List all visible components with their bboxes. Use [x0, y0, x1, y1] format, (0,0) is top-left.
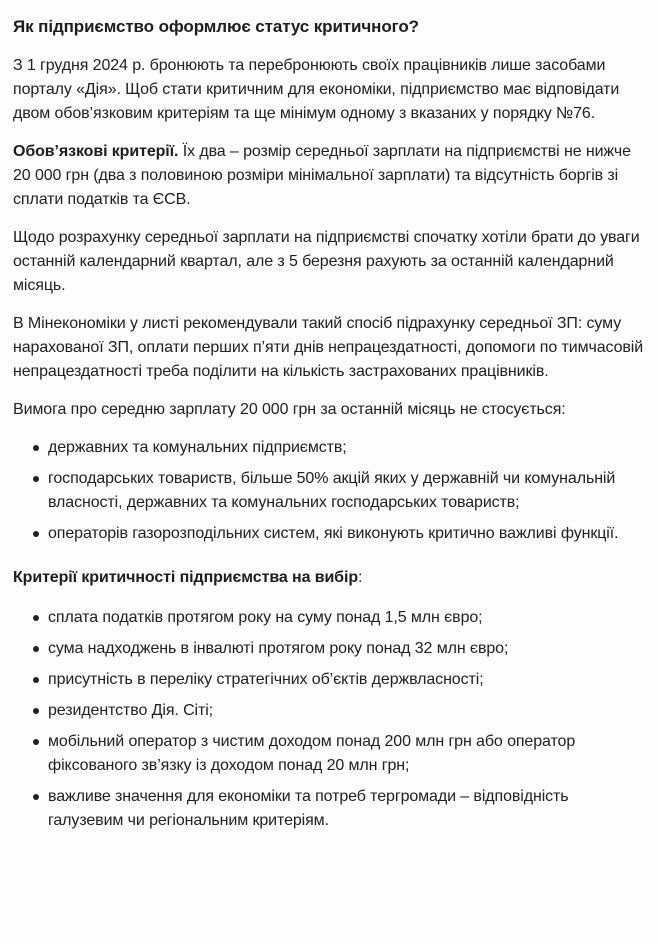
list-item: державних та комунальних підприємств; [13, 436, 647, 460]
list-item: резидентство Дія. Сіті; [13, 699, 647, 723]
list-item: сплата податків протягом року на суму понад 1,5 млн євро; [13, 606, 647, 630]
criteria-heading-bold: Критерії критичності підприємства на вибір [13, 569, 358, 586]
list-item: присутність в переліку стратегічних об’єктів держвласності; [13, 668, 647, 692]
salary-calculation-text: Щодо розрахунку середньої зарплати на підприємстві спочатку хотіли брати до уваги останній календарний квартал, але з 5 березня рахують за останній календарний місяць. [13, 229, 640, 294]
mandatory-criteria-text: Їх два – розмір середньої зарплати на підприємстві не нижче 20 000 грн (два з половиною розміри мінімальної зарплати) та відсутність боргів зі сплати податків та ЄСВ. [13, 143, 631, 208]
article [13, 14, 647, 833]
exemption-list [13, 436, 647, 546]
list-item: важливе значення для економіки та потреб тергромади – відповідність галузевим чи регіональним критеріям. [13, 785, 647, 833]
paragraph-ministry-letter [13, 312, 647, 384]
ministry-letter-text: В Мінекономіки у листі рекомендували такий спосіб підрахунку середньої ЗП: суму нарахованої ЗП, оплати перших п’яти днів непрацездатності, допомоги по тимчасовій непрацездатності треба поділити на кількість застрахованих працівників. [13, 315, 644, 380]
exemption-intro-text: Вимога про середню зарплату 20 000 грн за останній місяць не стосується: [13, 401, 566, 418]
page-title: Як підприємство оформлює статус критичного? [13, 17, 419, 36]
paragraph-intro [13, 54, 647, 126]
mandatory-criteria-lead: Обов’язкові критерії. [13, 143, 179, 160]
criteria-heading [13, 566, 647, 590]
paragraph-salary-calculation [13, 226, 647, 298]
paragraph-mandatory-criteria [13, 140, 647, 212]
criteria-list [13, 606, 647, 833]
criteria-heading-colon: : [358, 569, 363, 586]
list-item: сума надходжень в інвалюті протягом року понад 32 млн євро; [13, 637, 647, 661]
list-item: мобільний оператор з чистим доходом понад 200 млн грн або оператор фіксованого зв’язку із доходом понад 20 млн грн; [13, 730, 647, 778]
paragraph-exemption-intro [13, 398, 647, 422]
list-item: господарських товариств, більше 50% акцій яких у державній чи комунальній власності, державних та комунальних господарських товариств; [13, 467, 647, 515]
paragraph-intro-text: З 1 грудня 2024 р. бронюють та перебронюють своїх працівників лише засобами порталу «Дія». Щоб стати критичним для економіки, підприємство має відповідати двом обов’язковим критеріям та ще мінімум одному з вказаних у порядку №76. [13, 57, 620, 122]
list-item: операторів газорозподільних систем, які виконують критично важливі функції. [13, 522, 647, 546]
